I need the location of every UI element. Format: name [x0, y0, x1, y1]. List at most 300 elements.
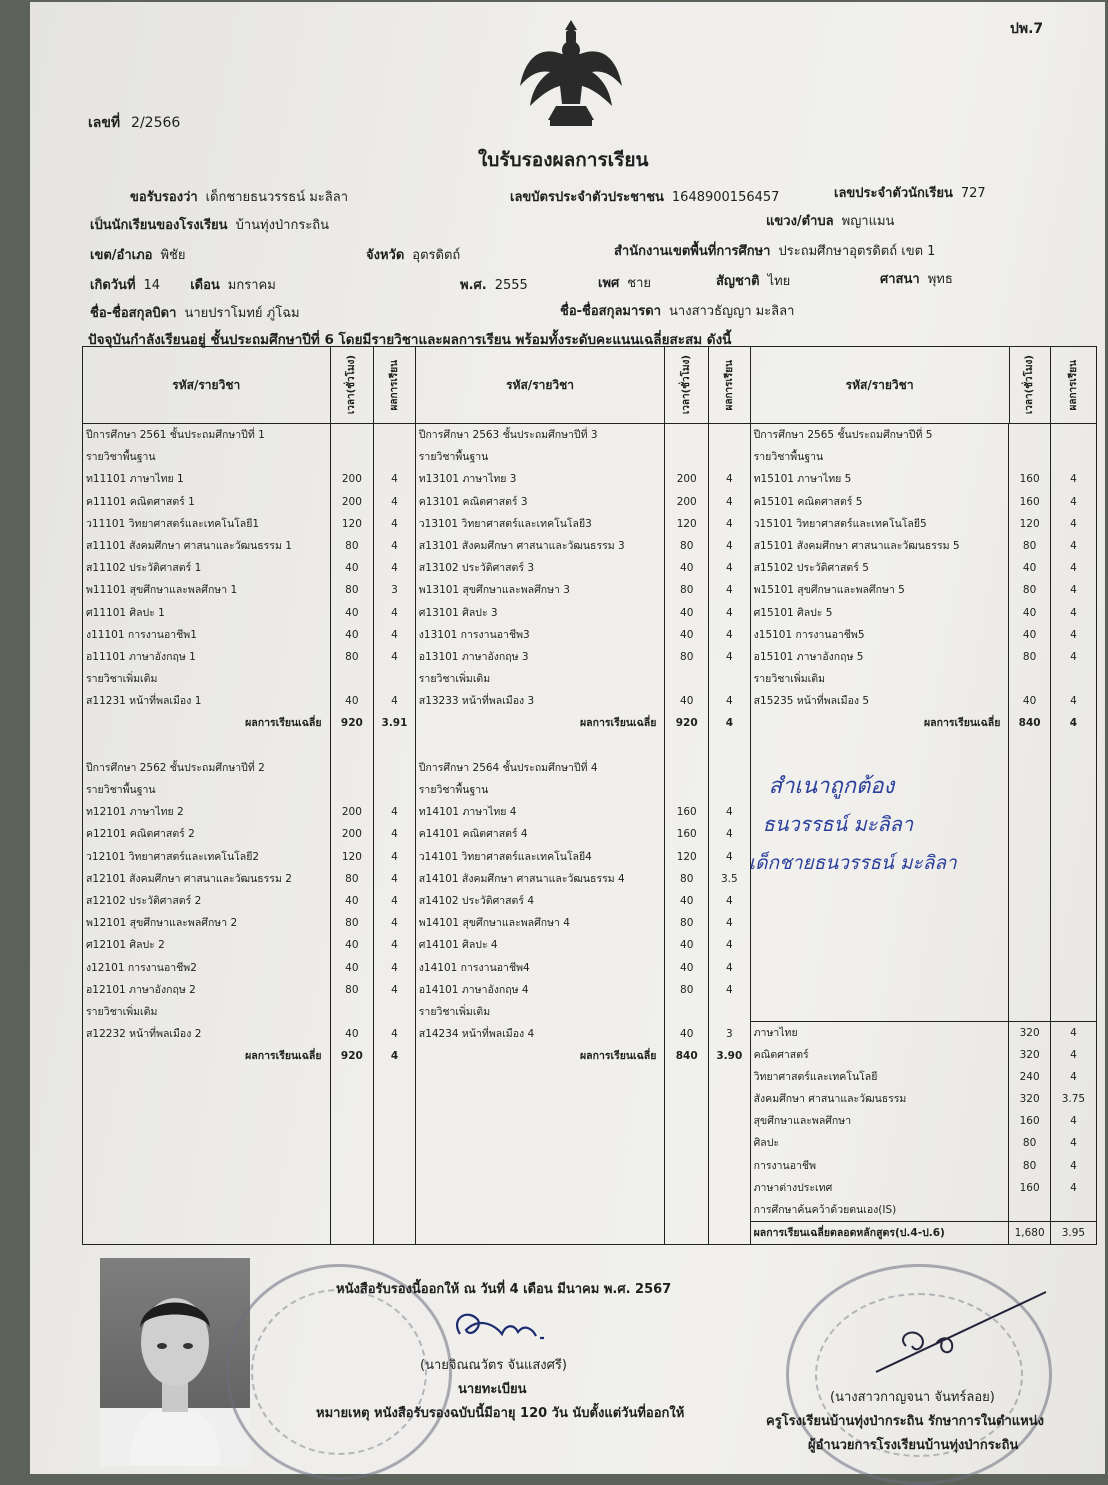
col3-subject: รายวิชาเพิ่มเติม	[753, 673, 826, 686]
col1-subject: ง11101 การงานอาชีพ1	[86, 628, 197, 641]
doc-no	[88, 112, 180, 134]
col2-hours-cell: 920	[675, 717, 698, 730]
col2-subject: ผลการเรียนเฉลี่ย	[580, 717, 657, 730]
col2-grade-cell	[709, 424, 750, 446]
col1-grade-cell: 4	[390, 1050, 399, 1063]
summary-grade-cell: 3.75	[1061, 1093, 1086, 1106]
col2-grade-cell: 4	[726, 495, 733, 508]
col2-subject: ท13101 ภาษาไทย 3	[418, 473, 517, 486]
header-hours-3-text: เวลา(ชั่วโมง)	[1024, 355, 1036, 415]
col1-grade-cell	[374, 757, 415, 779]
school-row	[90, 214, 329, 235]
religion-row	[880, 268, 953, 289]
col2-hours-cell: 40	[680, 1028, 694, 1041]
col3-grades	[1050, 424, 1096, 1021]
summary-grade-cell: 4	[1070, 1115, 1077, 1128]
col2-hours-cell: 40	[680, 961, 694, 974]
birth-row	[90, 274, 276, 295]
col1-subject: ส11101 สังคมศึกษา ศาสนาและวัฒนธรรม 1	[86, 539, 292, 552]
col2-grade-cell	[709, 779, 750, 801]
col2-hours	[665, 424, 709, 1245]
col2-subject: อ14101 ภาษาอังกฤษ 4	[418, 983, 529, 996]
summary-subject: การงานอาชีพ	[753, 1159, 816, 1172]
col3-grade-cell	[1051, 446, 1096, 468]
col3-grade-cell: 4	[1070, 517, 1077, 530]
col1-subject: ส11102 ประวัติศาสตร์ 1	[86, 562, 202, 575]
col2-grades	[709, 424, 751, 1245]
month-label: เดือน	[190, 278, 220, 293]
col1-hours-cell: 40	[345, 939, 359, 952]
col2-hours-cell	[665, 446, 708, 468]
col3-hours-cell: 40	[1022, 562, 1037, 575]
header-hours-3	[1009, 347, 1051, 424]
student-no-row	[834, 182, 986, 203]
col3-hours-cell: 160	[1019, 473, 1040, 486]
director-title-1: ครูโรงเรียนบ้านทุ่งป่ากระถิน รักษาการในตำแหน่ง	[766, 1414, 1044, 1429]
statement: ปัจจุบันกำลังเรียนอยู่ ชั้นประถมศึกษาปีที่ 6 โดยมีรายวิชาและผลการเรียน พร้อมทั้งระดับคะแนนเฉลี่ยสะสม ดังนี้	[88, 332, 732, 348]
col3-grade-cell: 4	[1069, 717, 1078, 730]
summary-hours	[1009, 1021, 1050, 1222]
province-row	[366, 244, 460, 265]
subdistrict-value: พญาแมน	[841, 214, 895, 229]
summary-grade-cell: 4	[1070, 1159, 1077, 1172]
col2-grade-cell: 4	[726, 806, 733, 819]
col2-hours-cell: 40	[680, 606, 694, 619]
district-label: เขต/อำเภอ	[90, 248, 153, 263]
col1-hours-cell: 920	[340, 717, 363, 730]
col1-subject: ท11101 ภาษาไทย 1	[86, 473, 184, 486]
table-header-row	[83, 347, 1097, 424]
col2-subject: ค13101 คณิตศาสตร์ 3	[418, 495, 528, 508]
col1-hours-cell	[331, 735, 374, 757]
col2-hours-cell: 80	[680, 650, 694, 663]
father-value: นายปราโมทย์ ภู่โฉม	[184, 306, 300, 321]
col2-hours-cell: 80	[680, 983, 694, 996]
born-year: 2555	[494, 278, 528, 293]
summary-hours-cell: 320	[1019, 1026, 1040, 1039]
col2-grade-cell: 4	[726, 628, 733, 641]
col1-grade-cell: 4	[391, 473, 398, 486]
summary-hours-cell: 320	[1019, 1093, 1040, 1106]
col2-hours-cell: 80	[680, 872, 694, 885]
col2-hours-cell: 40	[680, 939, 694, 952]
father-label: ชื่อ-ชื่อสกุลบิดา	[90, 306, 177, 321]
registrar-title: นายทะเบียน	[458, 1382, 527, 1397]
col2-subject: ส14102 ประวัติศาสตร์ 4	[418, 894, 535, 907]
doc-no-value: 2/2566	[131, 115, 181, 131]
col2-subject: ปีการศึกษา 2563 ชั้นประถมศึกษาปีที่ 3	[418, 429, 598, 441]
col2-subject: ส14234 หน้าที่พลเมือง 4	[418, 1028, 535, 1041]
col2-hours-cell	[665, 668, 708, 690]
religion-value: พุทธ	[927, 272, 953, 287]
summary-subject: คณิตศาสตร์	[753, 1048, 809, 1061]
col3-subject: ส15235 หน้าที่พลเมือง 5	[753, 695, 870, 708]
summary-grade-cell: 4	[1070, 1137, 1077, 1150]
col1-subject: ส11231 หน้าที่พลเมือง 1	[86, 695, 202, 708]
total-label-cell	[751, 1222, 1009, 1245]
col1-subject: ศ12101 ศิลปะ 2	[86, 939, 165, 952]
col3-grade-cell: 4	[1070, 473, 1077, 486]
col1-subjects	[83, 424, 331, 1245]
col3-hours-cell: 40	[1022, 606, 1037, 619]
col2-hours-cell: 80	[680, 539, 694, 552]
col2-hours-cell: 120	[676, 850, 697, 863]
col1-hours-cell: 200	[341, 828, 362, 841]
col1-subject: ศ11101 ศิลปะ 1	[86, 606, 165, 619]
col2-subject: ส13101 สังคมศึกษา ศาสนาและวัฒนธรรม 3	[418, 539, 625, 552]
mother-label: ชื่อ-ชื่อสกุลมารดา	[560, 304, 662, 319]
header-grade-2-text: ผลการเรียน	[723, 359, 735, 411]
father-row	[90, 302, 300, 323]
col3-hours-cell: 40	[1022, 695, 1037, 708]
handwriting-line1: สำเนาถูกต้อง	[768, 774, 895, 799]
col3-hours-cell: 40	[1022, 628, 1037, 641]
col3-hours-cell: 120	[1019, 517, 1040, 530]
col2-hours-cell	[665, 757, 708, 779]
total-grade: 3.95	[1061, 1227, 1086, 1240]
handwriting-line3: เด็กชายธนวรรธน์ มะลิลา	[748, 852, 957, 874]
col2-hours-cell: 40	[680, 894, 694, 907]
col3-grade-cell: 4	[1070, 628, 1077, 641]
total-hours: 1,680	[1014, 1227, 1045, 1240]
born-label: เกิดวันที่	[90, 278, 136, 293]
id-card-row	[510, 186, 779, 207]
col1-subject: ปีการศึกษา 2561 ชั้นประถมศึกษาปีที่ 1	[86, 429, 265, 441]
col3-subject: ง15101 การงานอาชีพ5	[753, 628, 865, 641]
col3-years-row	[751, 424, 1096, 1021]
summary-hours-cell: 80	[1022, 1137, 1037, 1150]
col1-grade-cell: 3	[391, 584, 398, 597]
col3-hours-cell: 160	[1019, 495, 1040, 508]
total-hours-cell	[1009, 1222, 1050, 1245]
col1-grade-cell	[374, 1001, 415, 1023]
col3-subject: ค15101 คณิตศาสตร์ 5	[753, 495, 863, 508]
district-value: พิชัย	[160, 248, 186, 263]
col2-subject: ศ13101 ศิลปะ 3	[418, 606, 498, 619]
col2-subject: รายวิชาพื้นฐาน	[418, 784, 489, 796]
garuda-emblem	[516, 14, 626, 132]
col1-grade-cell: 4	[391, 562, 398, 575]
col1-grade-cell: 4	[391, 828, 398, 841]
summary-row	[751, 1021, 1096, 1222]
gender-value: ชาย	[627, 276, 652, 291]
col3-subjects	[748, 424, 1009, 1021]
col2-hours-cell	[665, 424, 708, 446]
province-value: อุตรดิตถ์	[412, 248, 461, 263]
director-title-2: ผู้อำนวยการโรงเรียนบ้านทุ่งป่ากระถิน	[808, 1438, 1019, 1453]
col2-subject: ง13101 การงานอาชีพ3	[418, 628, 530, 641]
total-label: ผลการเรียนเฉลี่ยตลอดหลักสูตร(ป.4-ป.6)	[753, 1227, 945, 1240]
office-row	[614, 240, 935, 261]
summary-grade-cell: 4	[1070, 1048, 1077, 1061]
col2-subject: รายวิชาเพิ่มเติม	[418, 673, 491, 686]
validity-note: หมายเหตุ หนังสือรับรองฉบับนี้มีอายุ 120 วัน นับตั้งแต่วันที่ออกให้	[316, 1406, 685, 1421]
col3-inner-table	[748, 424, 1096, 1244]
col1-grade-cell: 4	[391, 894, 398, 907]
col3-subject: ศ15101 ศิลปะ 5	[753, 606, 833, 619]
province-label: จังหวัด	[366, 248, 405, 263]
col2-grade-cell: 4	[726, 983, 733, 996]
col3-grade-cell: 4	[1070, 539, 1077, 552]
col1-subject: ท12101 ภาษาไทย 2	[86, 806, 184, 819]
col1-subject: รายวิชาพื้นฐาน	[86, 451, 156, 464]
col1-grade-cell: 4	[391, 983, 398, 996]
header-subject-1: รหัส/รายวิชา	[83, 347, 331, 424]
col3-grade-cell: 4	[1070, 562, 1077, 575]
col1-subject: พ11101 สุขศึกษาและพลศึกษา 1	[86, 584, 238, 597]
col3-subject: ท15101 ภาษาไทย 5	[753, 473, 852, 486]
religion-label: ศาสนา	[880, 272, 920, 287]
doc-no-label: เลขที่	[88, 115, 121, 131]
student-name: เด็กชายธนวรรธน์ มะลิลา	[205, 190, 348, 205]
mother-row	[560, 300, 794, 321]
col2-subjects	[415, 424, 665, 1245]
col2-hours-cell: 40	[680, 628, 694, 641]
col1-grade-cell: 4	[391, 961, 398, 974]
col2-grade-cell: 4	[726, 917, 733, 930]
col2-subject: ศ14101 ศิลปะ 4	[418, 939, 498, 952]
col3-hours-cell	[1009, 446, 1049, 468]
col1-grade-cell	[374, 779, 415, 801]
col2-grade-cell: 4	[726, 562, 733, 575]
col1-hours-cell	[331, 668, 374, 690]
col1-hours-cell: 80	[345, 584, 359, 597]
col1-grade-cell: 4	[391, 495, 398, 508]
col3-grade-cell: 4	[1070, 495, 1077, 508]
col1-hours-cell	[331, 757, 374, 779]
col2-subject: ว14101 วิทยาศาสตร์และเทคโนโลยี4	[418, 850, 592, 863]
col3-subject: ส15102 ประวัติศาสตร์ 5	[753, 562, 869, 575]
col1-subject: อ11101 ภาษาอังกฤษ 1	[86, 650, 196, 663]
col2-subject: ท14101 ภาษาไทย 4	[418, 806, 517, 819]
col1-subject: ผลการเรียนเฉลี่ย	[245, 1050, 322, 1063]
col2-grade-cell: 4	[726, 850, 733, 863]
col1-hours-cell: 40	[345, 961, 359, 974]
col1-grade-cell: 4	[391, 939, 398, 952]
col2-subject: รายวิชาเพิ่มเติม	[418, 1005, 491, 1018]
col2-hours-cell: 40	[680, 562, 694, 575]
col2-subject: ผลการเรียนเฉลี่ย	[580, 1050, 657, 1063]
col1-hours-cell: 80	[345, 983, 359, 996]
col3-grade-cell: 4	[1070, 606, 1077, 619]
col1-subject: รายวิชาเพิ่มเติม	[86, 1005, 158, 1018]
birth-year-row	[460, 274, 528, 295]
col2-grade-cell	[709, 668, 750, 690]
col2-hours-cell: 160	[676, 806, 697, 819]
col1-grade-cell: 4	[391, 806, 398, 819]
col2-hours-cell: 40	[680, 695, 694, 708]
col2-grade-cell	[709, 757, 750, 779]
col1-hours-cell: 920	[340, 1050, 363, 1063]
col2-hours-cell: 200	[676, 495, 697, 508]
col2-grade-cell: 4	[726, 539, 733, 552]
school-value: บ้านทุ่งป่ากระถิน	[235, 218, 330, 233]
col1-grade-cell: 4	[391, 628, 398, 641]
nationality-row	[716, 270, 790, 291]
col3-subject: ปีการศึกษา 2565 ชั้นประถมศึกษาปีที่ 5	[753, 429, 933, 441]
col2-subject: ส14101 สังคมศึกษา ศาสนาและวัฒนธรรม 4	[418, 872, 625, 885]
director-signature	[866, 1282, 1056, 1392]
col2-subject: ส13102 ประวัติศาสตร์ 3	[418, 562, 535, 575]
col2-grade-cell: 4	[726, 473, 733, 486]
col1-grade-cell: 3.91	[381, 717, 408, 730]
col3-grade-cell: 4	[1070, 650, 1077, 663]
col1-subject: ปีการศึกษา 2562 ชั้นประถมศึกษาปีที่ 2	[86, 761, 265, 774]
col1-grade-cell	[374, 446, 415, 468]
summary-hours-cell: 320	[1019, 1048, 1040, 1061]
col3-hours-cell: 80	[1022, 584, 1037, 597]
summary-subject: ศิลปะ	[753, 1137, 780, 1150]
col1-hours-cell	[331, 779, 374, 801]
header-subject-3: รหัส/รายวิชา	[750, 347, 1009, 424]
col2-hours-cell	[665, 735, 708, 757]
col3-grade-cell	[1051, 424, 1096, 446]
col1-grade-cell	[374, 424, 415, 446]
col1-grade-cell: 4	[391, 917, 398, 930]
col1-subject: ค12101 คณิตศาสตร์ 2	[86, 828, 195, 841]
gender-label: เพศ	[598, 276, 620, 291]
col2-subject: ส13233 หน้าที่พลเมือง 3	[418, 695, 535, 708]
col3-subject: ผลการเรียนเฉลี่ย	[924, 717, 1001, 730]
summary-subjects	[751, 1021, 1009, 1222]
header-grade-2	[709, 347, 751, 424]
col1-hours-cell	[331, 1001, 374, 1023]
col2-grade-cell: 3	[726, 1028, 733, 1041]
table-body-row	[83, 424, 1097, 1245]
col1-subject: ส12232 หน้าที่พลเมือง 2	[86, 1028, 202, 1041]
col2-grade-cell: 4	[726, 584, 733, 597]
col1-hours-cell: 200	[341, 495, 362, 508]
header-grade-3	[1051, 347, 1097, 424]
col2-subject: พ14101 สุขศึกษาและพลศึกษา 4	[418, 917, 570, 930]
header-hours-1-text: เวลา(ชั่วโมง)	[346, 355, 358, 415]
grades-table	[82, 346, 1097, 1245]
col1-grades	[374, 424, 416, 1245]
col1-grade-cell: 4	[391, 650, 398, 663]
office-value: ประถมศึกษาอุตรดิตถ์ เขต 1	[778, 244, 936, 259]
col2-grade-cell: 4	[726, 939, 733, 952]
col1-subject: ค11101 คณิตศาสตร์ 1	[86, 495, 195, 508]
summary-hours-cell: 160	[1019, 1181, 1040, 1194]
col2-subject: ปีการศึกษา 2564 ชั้นประถมศึกษาปีที่ 4	[418, 761, 598, 774]
col2-grade-cell: 4	[726, 828, 733, 841]
col3-grade-cell: 4	[1070, 695, 1077, 708]
handwriting-line2: ธนวรรธน์ มะลิลา	[762, 812, 914, 836]
subdistrict-row	[766, 210, 894, 231]
col1-hours-cell: 120	[341, 850, 362, 863]
doc-title: ใบรับรองผลการเรียน	[478, 149, 649, 171]
col1-hours-cell: 80	[345, 650, 359, 663]
summary-subject: วิทยาศาสตร์และเทคโนโลยี	[753, 1070, 878, 1083]
total-row	[751, 1222, 1096, 1245]
col1-hours-cell: 40	[345, 606, 359, 619]
form-code: ปพ.7	[1010, 21, 1044, 37]
col2-grade-cell: 4	[726, 606, 733, 619]
col1-grade-cell: 4	[391, 850, 398, 863]
gender-row	[598, 272, 651, 293]
col1-subject: รายวิชาพื้นฐาน	[86, 784, 156, 796]
registrar-signature	[440, 1298, 560, 1348]
total-grade-cell	[1050, 1222, 1096, 1245]
col2-subject: ง14101 การงานอาชีพ4	[418, 961, 530, 974]
col2-grade-cell	[709, 1001, 750, 1023]
summary-hours-cell: 80	[1022, 1159, 1037, 1172]
col1-hours	[330, 424, 374, 1245]
col2-hours-cell: 200	[676, 473, 697, 486]
summary-hours-cell: 240	[1019, 1070, 1040, 1083]
registrar-name: (นายจิณณวัตร จันแสงศรี)	[420, 1358, 567, 1373]
student-no-value: 727	[960, 186, 986, 201]
summary-hours-cell: 160	[1019, 1115, 1040, 1128]
certificate-sheet	[30, 2, 1105, 1474]
col1-subject: ว12101 วิทยาศาสตร์และเทคโนโลยี2	[86, 850, 260, 863]
col1-subject: ส12102 ประวัติศาสตร์ 2	[86, 894, 202, 907]
col1-hours-cell	[331, 424, 374, 446]
col2-subject: ค14101 คณิตศาสตร์ 4	[418, 828, 528, 841]
col1-subject: รายวิชาเพิ่มเติม	[86, 673, 158, 686]
header-hours-2	[665, 347, 709, 424]
col1-hours-cell: 120	[341, 517, 362, 530]
col3-subject: ว15101 วิทยาศาสตร์และเทคโนโลยี5	[753, 517, 927, 530]
summary-grades	[1050, 1021, 1096, 1222]
born-month: มกราคม	[227, 278, 276, 293]
issued-date: หนังสือรับรองนี้ออกให้ ณ วันที่ 4 เดือน มีนาคม พ.ศ. 2567	[336, 1282, 672, 1297]
col2-grade-cell: 3.90	[716, 1050, 743, 1063]
col3-hours-cell: 80	[1022, 650, 1037, 663]
district-row	[90, 244, 185, 265]
director-name: (นางสาวกาญจนา จันทร์ลอย)	[830, 1390, 995, 1405]
col2-subject: อ13101 ภาษาอังกฤษ 3	[418, 650, 529, 663]
col1-grade-cell: 4	[391, 695, 398, 708]
summary-subject: ภาษาต่างประเทศ	[753, 1181, 833, 1194]
col2-grade-cell	[709, 446, 750, 468]
subdistrict-label: แขวง/ตำบล	[766, 214, 834, 229]
col2-grade-cell	[709, 735, 750, 757]
summary-grade-cell: 4	[1070, 1181, 1077, 1194]
summary-subject: การศึกษาค้นคว้าด้วยตนเอง(IS)	[753, 1204, 897, 1216]
col1-hours-cell: 40	[345, 562, 359, 575]
nationality-label: สัญชาติ	[716, 274, 760, 289]
student-row	[130, 186, 348, 207]
col1-hours-cell: 80	[345, 872, 359, 885]
col3-hours-cell: 840	[1018, 717, 1041, 730]
col1-grade-cell: 4	[391, 517, 398, 530]
col3-block	[750, 424, 1096, 1245]
student-no-label: เลขประจำตัวนักเรียน	[834, 186, 953, 201]
col1-grade-cell: 4	[391, 1028, 398, 1041]
col2-grade-cell: 3.5	[720, 872, 738, 885]
born-day: 14	[143, 278, 161, 293]
col1-grade-cell: 4	[391, 539, 398, 552]
col1-grade-cell	[374, 735, 415, 757]
nationality-value: ไทย	[767, 274, 791, 289]
summary-subject: สุขศึกษาและพลศึกษา	[753, 1115, 852, 1128]
header-hours-1	[330, 347, 374, 424]
col2-hours-cell: 120	[676, 517, 697, 530]
col1-subject: พ12101 สุขศึกษาและพลศึกษา 2	[86, 917, 238, 930]
col2-grade-cell: 4	[725, 717, 733, 730]
col1-hours-cell: 200	[341, 473, 362, 486]
school-label: เป็นนักเรียนของโรงเรียน	[90, 218, 228, 233]
header-grade-1	[374, 347, 416, 424]
col2-subject: ว13101 วิทยาศาสตร์และเทคโนโลยี3	[418, 517, 592, 530]
col2-grade-cell: 4	[726, 695, 733, 708]
header-grade-3-text: ผลการเรียน	[1068, 359, 1080, 411]
summary-subject: ภาษาไทย	[753, 1026, 798, 1039]
header-subject-2: รหัส/รายวิชา	[415, 347, 665, 424]
mother-value: นางสาวธัญญา มะลิลา	[669, 304, 795, 319]
office-label: สำนักงานเขตพื้นที่การศึกษา	[614, 244, 771, 259]
